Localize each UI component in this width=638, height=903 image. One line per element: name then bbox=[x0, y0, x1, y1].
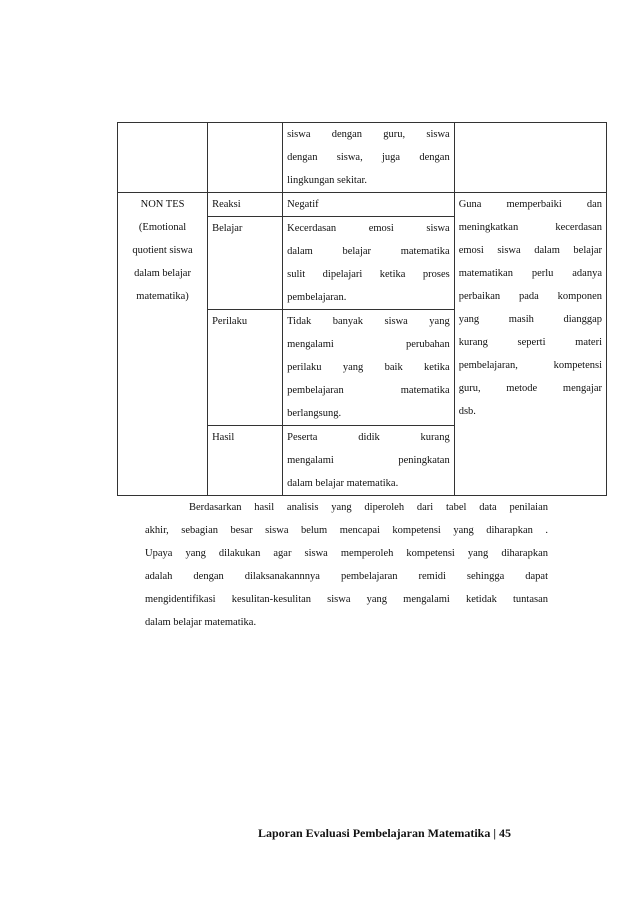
evaluation-table bbox=[117, 122, 607, 496]
page-footer: Laporan Evaluasi Pembelajaran Matematika | 45 bbox=[258, 826, 511, 840]
paragraph-line: Upaya yang dilakukan agar siswa memperoleh kompetensi yang diharapkan bbox=[145, 548, 548, 559]
result-line: Kecerdasan emosi siswa bbox=[287, 223, 450, 234]
table-cell-empty bbox=[208, 123, 283, 193]
continuation-line: dengan siswa, juga dengan bbox=[287, 152, 450, 163]
result-cell bbox=[283, 193, 455, 217]
continuation-cell bbox=[283, 123, 455, 193]
result-line: Peserta didik kurang bbox=[287, 432, 450, 443]
recommendation-line: matematikan perlu adanya bbox=[458, 268, 602, 279]
result-line: sulit dipelajari ketika proses bbox=[287, 269, 450, 280]
paragraph-line: akhir, sebagian besar siswa belum mencapai kompetensi yang diharapkan . bbox=[145, 525, 548, 536]
paragraph-line: mengidentifikasi kesulitan-kesulitan siswa yang mengalami ketidak tuntasan bbox=[145, 594, 548, 605]
result-cell bbox=[283, 310, 455, 426]
aspect-cell: Hasil bbox=[208, 426, 283, 496]
table-cell-empty bbox=[118, 123, 208, 193]
recommendation-line: dsb. bbox=[458, 406, 476, 417]
table-row-continuation bbox=[118, 123, 607, 193]
continuation-line: lingkungan sekitar. bbox=[287, 175, 368, 186]
recommendation-line: Guna memperbaiki dan bbox=[458, 199, 602, 210]
result-cell bbox=[283, 426, 455, 496]
result-line: Negatif bbox=[287, 199, 319, 210]
table-cell-empty bbox=[454, 123, 606, 193]
recommendation-line: perbaikan pada komponen bbox=[458, 291, 602, 302]
result-line: mengalami perubahan bbox=[287, 339, 450, 350]
category-line: NON TES bbox=[140, 199, 185, 210]
category-line: matematika) bbox=[136, 291, 189, 302]
recommendation-line: emosi siswa dalam belajar bbox=[458, 245, 602, 256]
category-line: dalam belajar bbox=[134, 268, 191, 279]
result-cell bbox=[283, 217, 455, 310]
result-line: dalam belajar matematika bbox=[287, 246, 450, 257]
paragraph-line: dalam belajar matematika. bbox=[145, 617, 257, 628]
result-line: berlangsung. bbox=[287, 408, 342, 419]
result-line: Tidak banyak siswa yang bbox=[287, 316, 450, 327]
recommendation-line: guru, metode mengajar bbox=[458, 383, 602, 394]
aspect-cell: Reaksi bbox=[208, 193, 283, 217]
result-line: pembelajaran. bbox=[287, 292, 347, 303]
continuation-line: siswa dengan guru, siswa bbox=[287, 129, 450, 140]
category-cell bbox=[118, 193, 208, 496]
recommendation-line: pembelajaran, kompetensi bbox=[458, 360, 602, 371]
recommendation-cell bbox=[454, 193, 606, 496]
recommendation-line: yang masih dianggap bbox=[458, 314, 602, 325]
category-line: (Emotional bbox=[138, 222, 187, 233]
result-line: dalam belajar matematika. bbox=[287, 478, 399, 489]
aspect-cell: Belajar bbox=[208, 217, 283, 310]
aspect-cell: Perilaku bbox=[208, 310, 283, 426]
paragraph-line: adalah dengan dilaksanakannnya pembelajaran remidi sehingga dapat bbox=[145, 571, 548, 582]
category-line: quotient siswa bbox=[132, 245, 193, 256]
result-line: mengalami peningkatan bbox=[287, 455, 450, 466]
conclusion-paragraph bbox=[145, 496, 548, 634]
paragraph-line: Berdasarkan hasil analisis yang diperoleh dari tabel data penilaian bbox=[189, 502, 548, 513]
result-line: perilaku yang baik ketika bbox=[287, 362, 450, 373]
result-line: pembelajaran matematika bbox=[287, 385, 450, 396]
recommendation-line: kurang seperti materi bbox=[458, 337, 602, 348]
table-row bbox=[118, 193, 607, 217]
recommendation-line: meningkatkan kecerdasan bbox=[458, 222, 602, 233]
